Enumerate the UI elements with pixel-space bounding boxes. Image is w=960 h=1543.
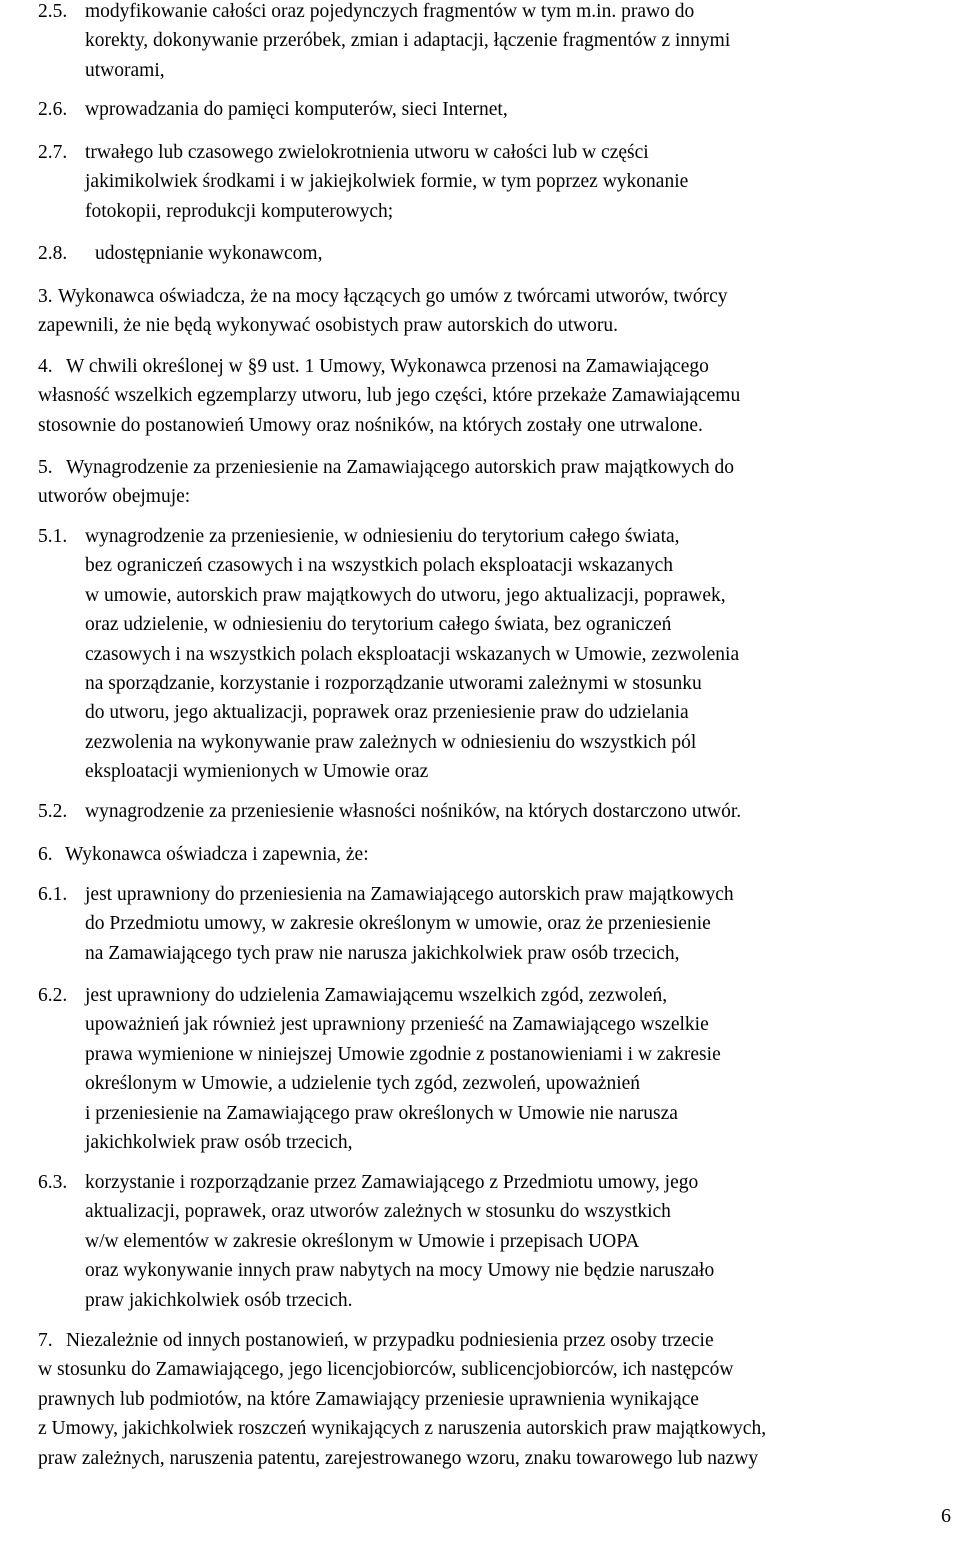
page-number: 6 bbox=[941, 1505, 951, 1527]
paragraph-6-2 bbox=[85, 981, 955, 1157]
paragraph-number: 2.7. bbox=[38, 142, 68, 163]
paragraph-number: 2.6. bbox=[38, 99, 68, 120]
text-line: jest uprawniony do przeniesienia na Zamawiającego autorskich praw majątkowych bbox=[85, 884, 734, 905]
text-line: Wykonawca oświadcza i zapewnia, że: bbox=[65, 844, 369, 865]
text-line: eksploatacji wymienionych w Umowie oraz bbox=[85, 761, 429, 783]
paragraph-3 bbox=[38, 282, 955, 341]
text-line: w/w elementów w zakresie określonym w Umowie i przepisach UOPA bbox=[85, 1230, 640, 1252]
text-line: zapewnili, że nie będą wykonywać osobistych praw autorskich do utworu. bbox=[38, 315, 618, 337]
text-line: i przeniesienie na Zamawiającego praw określonych w Umowie nie narusza bbox=[85, 1102, 678, 1124]
text-line: udostępnianie wykonawcom, bbox=[95, 243, 323, 264]
text-line: zezwolenia na wykonywanie praw zależnych w odniesieniu do wszystkich pól bbox=[85, 731, 697, 753]
text-line: na Zamawiającego tych praw nie narusza jakichkolwiek praw osób trzecich, bbox=[85, 942, 680, 964]
paragraph-6-1 bbox=[85, 880, 955, 968]
paragraph-2-7 bbox=[85, 138, 955, 226]
text-line: jakimikolwiek środkami i w jakiejkolwiek formie, w tym poprzez wykonanie bbox=[85, 171, 689, 193]
text-line: w stosunku do Zamawiającego, jego licencjobiorców, sublicencjobiorców, ich następców bbox=[38, 1359, 734, 1381]
text-line: czasowych i na wszystkich polach eksploatacji wskazanych w Umowie, zezwolenia bbox=[85, 643, 740, 665]
paragraph-number: 6. bbox=[38, 844, 53, 865]
text-line: Wynagrodzenie za przeniesienie na Zamawiającego autorskich praw majątkowych do bbox=[66, 457, 735, 478]
paragraph-number: 5.2. bbox=[38, 801, 68, 822]
text-line: korzystanie i rozporządzanie przez Zamawiającego z Przedmiotu umowy, jego bbox=[85, 1172, 699, 1193]
text-line: bez ograniczeń czasowych i na wszystkich polach eksploatacji wskazanych bbox=[85, 555, 674, 577]
paragraph-5-2 bbox=[85, 797, 955, 826]
paragraph-number: 7. bbox=[38, 1330, 53, 1351]
text-line: oraz udzielenie, w odniesieniu do terytorium całego świata, bez ograniczeń bbox=[85, 614, 672, 636]
paragraph-number: 2.5. bbox=[38, 1, 68, 22]
text-line: trwałego lub czasowego zwielokrotnienia utworu w całości lub w części bbox=[85, 142, 649, 163]
text-line: oraz wykonywanie innych praw nabytych na mocy Umowy nie będzie naruszało bbox=[85, 1260, 715, 1282]
text-line: aktualizacji, poprawek, oraz utworów zależnych w stosunku do wszystkich bbox=[85, 1201, 671, 1223]
text-line: upoważnień jak również jest uprawniony przenieść na Zamawiającego wszelkie bbox=[85, 1014, 709, 1036]
paragraph-number: 5. bbox=[38, 457, 53, 478]
text-line: modyfikowanie całości oraz pojedynczych fragmentów w tym m.in. prawo do bbox=[85, 1, 695, 22]
text-line: praw zależnych, naruszenia patentu, zarejestrowanego wzoru, znaku towarowego lub nazwy bbox=[38, 1447, 759, 1469]
text-line: praw jakichkolwiek osób trzecich. bbox=[85, 1289, 353, 1311]
text-line: z Umowy, jakichkolwiek roszczeń wynikających z naruszenia autorskich praw majątkowych, bbox=[38, 1418, 767, 1440]
text-line: wprowadzania do pamięci komputerów, sieci Internet, bbox=[85, 99, 508, 120]
paragraph-6 bbox=[65, 840, 955, 869]
paragraph-number: 6.3. bbox=[38, 1172, 68, 1193]
text-line: fotokopii, reprodukcji komputerowych; bbox=[85, 200, 394, 222]
text-line: własność wszelkich egzemplarzy utworu, lub jego części, które przekaże Zamawiającemu bbox=[38, 385, 741, 407]
text-line: stosownie do postanowień Umowy oraz nośników, na których zostały one utrwalone. bbox=[38, 414, 703, 436]
text-line: do utworu, jego aktualizacji, poprawek oraz przeniesienie praw do udzielania bbox=[85, 702, 689, 724]
paragraph-7 bbox=[38, 1326, 955, 1473]
text-line: Wykonawca oświadcza, że na mocy łączących go umów z twórcami utworów, twórcy bbox=[58, 286, 728, 307]
paragraph-4 bbox=[38, 352, 955, 440]
paragraph-5-1 bbox=[85, 522, 955, 787]
text-line: korekty, dokonywanie przeróbek, zmian i adaptacji, łączenie fragmentów z innymi bbox=[85, 30, 731, 52]
text-line: prawa wymienione w niniejszej Umowie zgodnie z postanowieniami i w zakresie bbox=[85, 1043, 721, 1065]
paragraph-6-3 bbox=[85, 1168, 955, 1315]
paragraph-2-5 bbox=[85, 0, 955, 85]
text-line: jest uprawniony do udzielenia Zamawiającemu wszelkich zgód, zezwoleń, bbox=[85, 985, 668, 1006]
paragraph-number: 2.8. bbox=[38, 243, 68, 264]
text-line: Niezależnie od innych postanowień, w przypadku podniesienia przez osoby trzecie bbox=[66, 1330, 714, 1351]
paragraph-number: 4. bbox=[38, 356, 53, 377]
text-line: jakichkolwiek praw osób trzecich, bbox=[85, 1131, 353, 1153]
paragraph-number: 6.1. bbox=[38, 884, 68, 905]
text-line: na sporządzanie, korzystanie i rozporządzanie utworami zależnymi w stosunku bbox=[85, 672, 702, 694]
text-line: prawnych lub podmiotów, na które Zamawiający przeniesie uprawnienia wynikające bbox=[38, 1388, 699, 1410]
text-line: utworów obejmuje: bbox=[38, 486, 191, 508]
text-line: wynagrodzenie za przeniesienie własności nośników, na których dostarczono utwór. bbox=[85, 801, 742, 822]
text-line: do Przedmiotu umowy, w zakresie określonym w umowie, oraz że przeniesienie bbox=[85, 913, 711, 935]
text-line: W chwili określonej w §9 ust. 1 Umowy, Wykonawca przenosi na Zamawiającego bbox=[66, 356, 709, 377]
paragraph-number: 5.1. bbox=[38, 526, 68, 547]
paragraph-5 bbox=[38, 453, 955, 512]
paragraph-2-6 bbox=[85, 95, 955, 124]
text-line: w umowie, autorskich praw majątkowych do utworu, jego aktualizacji, poprawek, bbox=[85, 584, 726, 606]
text-line: wynagrodzenie za przeniesienie, w odniesieniu do terytorium całego świata, bbox=[85, 526, 680, 547]
text-line: utworami, bbox=[85, 59, 165, 81]
paragraph-2-8 bbox=[95, 239, 955, 268]
paragraph-number: 3. bbox=[38, 286, 53, 307]
paragraph-number: 6.2. bbox=[38, 985, 68, 1006]
text-line: określonym w Umowie, a udzielenie tych zgód, zezwoleń, upoważnień bbox=[85, 1073, 641, 1095]
